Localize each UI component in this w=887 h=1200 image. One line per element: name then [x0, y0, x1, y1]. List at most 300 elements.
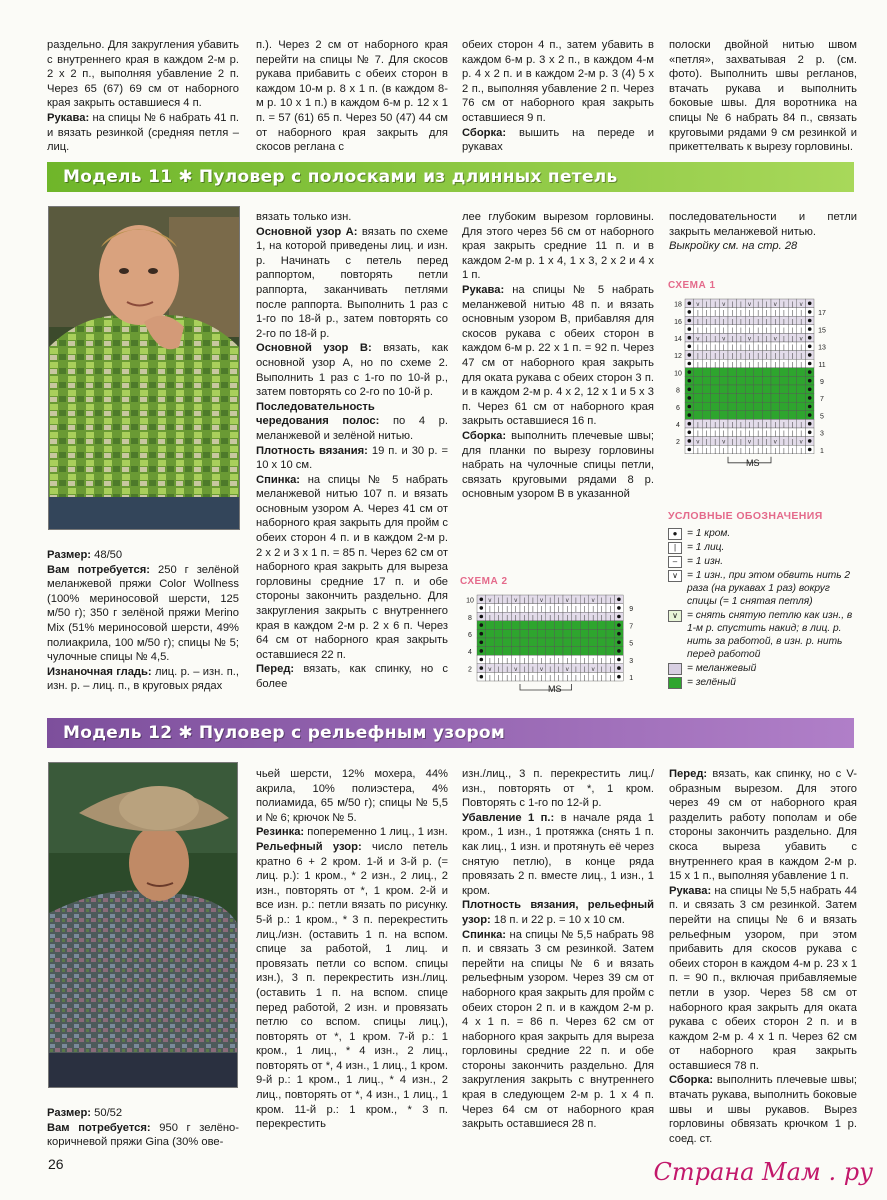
- svg-text:9: 9: [820, 379, 824, 386]
- svg-text:v: v: [591, 666, 595, 673]
- knit-stitch-icon: |: [668, 542, 682, 554]
- top-col-4: [669, 38, 857, 155]
- svg-text:|: |: [489, 675, 491, 682]
- svg-text:|: |: [549, 658, 551, 665]
- svg-text:|: |: [549, 598, 551, 605]
- svg-text:|: |: [757, 310, 759, 317]
- svg-text:v: v: [799, 439, 803, 446]
- svg-text:|: |: [774, 431, 777, 438]
- svg-text:|: |: [722, 448, 725, 455]
- materials-cont-text: чьей шерсти, 12% мохера, 44% акрила, 10% полиэстера, 4% полиамида, 65 м/50 г); спицы № 5,5 и № 6; крючок № 5.: [256, 768, 448, 824]
- materials-label: Вам потребуется:: [47, 1121, 151, 1134]
- svg-text:|: |: [566, 658, 569, 665]
- svg-text:|: |: [523, 598, 526, 605]
- svg-text:|: |: [497, 606, 500, 613]
- purl-stitch-icon: –: [668, 556, 682, 568]
- model-11-col-1: [47, 548, 239, 694]
- svg-text:|: |: [783, 431, 785, 438]
- svg-text:v: v: [565, 666, 569, 673]
- svg-text:|: |: [497, 615, 500, 622]
- assembly-text: выполнить плечевые швы; для планки по вырезу горловины набрать на чулочные спицы петли, связать круговыми рядами 8 р. основным узором В в указанной: [462, 429, 655, 501]
- svg-text:|: |: [506, 598, 508, 605]
- slip-stitch-icon: ∨: [668, 610, 682, 622]
- svg-text:|: |: [757, 353, 759, 360]
- svg-text:|: |: [765, 302, 768, 309]
- scheme-2: [460, 576, 650, 707]
- svg-text:|: |: [800, 345, 802, 352]
- sequence-label: Последовательность чередования полос:: [256, 400, 380, 428]
- size-label: Размер:: [47, 549, 92, 561]
- top-col-2-text: п.). Через 2 см от наборного края перейти на спицы № 7. Для скосов рукава прибавить с обеих сторон в каждом 10-м р. 8 х 1 п. (в каждом 8-м р. 10 х 1 п.) в каждом 6-м р. 12 х 1 п. = 57 (61) 65 п. Через 50 (47) 44 см от наборного края закрыть для скосов реглана с: [256, 39, 448, 154]
- svg-text:|: |: [757, 336, 759, 343]
- pattern-a-text: вязать по схеме 1, на которой приведены лиц. и изн. р. Начинать с петель перед раппортом, повторять петли раппорта, заканчивать петлями после раппорта. Выполнить 1 раз с 1-го по 18-й р., затем повторять со 2-го по 18-й р.: [256, 225, 449, 340]
- svg-text:|: |: [714, 362, 716, 369]
- sequence-text: по 4 р. меланжевой и зелёной нитью.: [256, 415, 448, 442]
- star-icon: ✱: [178, 723, 193, 743]
- svg-text:1: 1: [629, 675, 634, 682]
- edge-stitch-icon: ●: [668, 528, 682, 540]
- svg-text:|: |: [757, 345, 759, 352]
- svg-text:|: |: [774, 345, 777, 352]
- svg-text:|: |: [523, 675, 526, 682]
- svg-text:|: |: [791, 302, 794, 309]
- svg-text:|: |: [549, 675, 551, 682]
- svg-text:|: |: [514, 675, 517, 682]
- svg-text:|: |: [722, 345, 725, 352]
- legend: [668, 510, 858, 690]
- svg-text:v: v: [722, 336, 726, 343]
- front-text: вязать, как спинку, но с более: [256, 663, 448, 690]
- svg-text:|: |: [575, 615, 577, 622]
- svg-text:|: |: [489, 615, 491, 622]
- svg-text:|: |: [731, 422, 734, 429]
- model-11-title: Пуловер с полосками из длинных петель: [198, 167, 618, 187]
- legend-text: = 1 изн., при этом обвить нить 2 раза (на рукавах 1 раз) вокруг спицы (= 1 снятая петля): [687, 570, 851, 607]
- model-11-col-3: [462, 210, 654, 502]
- svg-text:|: |: [523, 658, 526, 665]
- svg-text:|: |: [783, 353, 785, 360]
- top-col-3: [462, 38, 654, 155]
- sleeves-text: на спицы № 6 набрать 41 п. и вязать резинкой (средняя петля – лиц.: [47, 111, 239, 154]
- svg-text:|: |: [714, 422, 716, 429]
- assembly-label: Сборка:: [462, 126, 507, 139]
- svg-text:|: |: [705, 327, 708, 334]
- sleeves-text: на спицы № 5,5 набрать 44 п. и связать 3 см резинкой. Затем перейти на спицы № 6 и вязать рельефным узором, при этом прибавить для скосов рукава с обеих сторон в каждом 4-м р. 23 х 1 п. = 90 п., включая прибавляемые петли в узор. Через 58 см от наборного края закрыть для оката рукава с обеих сторон 2 п. и в каждом 2-м р. 4 х 1 п. Через 62 см от наборного края закрыть оставшиеся 78 п.: [669, 884, 858, 1072]
- svg-text:2: 2: [676, 439, 680, 447]
- materials-text: 950 г зелёно-коричневой пряжи Gina (30% ове-: [47, 1121, 239, 1149]
- svg-text:|: |: [600, 606, 603, 613]
- svg-text:|: |: [557, 658, 560, 665]
- sleeves-label: Рукава:: [47, 111, 90, 124]
- svg-text:|: |: [514, 606, 517, 613]
- svg-text:|: |: [757, 302, 759, 309]
- size-label: Размер:: [47, 1107, 92, 1119]
- svg-text:|: |: [523, 615, 526, 622]
- svg-text:|: |: [740, 431, 742, 438]
- svg-text:|: |: [557, 606, 560, 613]
- svg-text:v: v: [540, 666, 543, 673]
- svg-text:|: |: [740, 345, 742, 352]
- svg-text:v: v: [514, 666, 518, 673]
- svg-text:10: 10: [466, 597, 474, 605]
- legend-row: [668, 662, 858, 675]
- svg-text:|: |: [722, 422, 725, 429]
- svg-text:|: |: [748, 345, 751, 352]
- svg-text:|: |: [566, 615, 569, 622]
- density-text: 18 п. и 22 р. = 10 х 10 см.: [493, 913, 625, 926]
- svg-text:|: |: [592, 615, 594, 622]
- legend-text: = снять снятую петлю как изн., в 1-м р. спустить накид; в лиц. р. нить за работой, в изн. р. нить перед работой: [687, 610, 853, 660]
- model-12-number: Модель 12: [63, 723, 173, 743]
- svg-text:|: |: [783, 439, 785, 446]
- svg-text:13: 13: [818, 344, 826, 352]
- svg-text:v: v: [773, 439, 777, 446]
- svg-text:|: |: [592, 675, 594, 682]
- svg-text:|: |: [575, 666, 577, 673]
- svg-text:|: |: [506, 606, 508, 613]
- svg-text:9: 9: [629, 606, 634, 614]
- svg-text:|: |: [731, 345, 734, 352]
- model-11-col-2: [256, 210, 448, 692]
- model-12-col-4: [669, 767, 857, 1146]
- scheme-2-ms-label: MS: [548, 684, 562, 694]
- svg-text:|: |: [774, 327, 777, 334]
- legend-text: = 1 лиц.: [687, 542, 725, 553]
- svg-text:|: |: [497, 675, 500, 682]
- assembly-label: Сборка:: [462, 429, 507, 442]
- svg-text:|: |: [714, 448, 716, 455]
- pattern-b-text: вязать, как основной узор А, но по схеме 2. Выполнить 1 раз с 1-го по 10-й р., затем повторять со 2-го по 10-й р.: [256, 342, 448, 399]
- sleeves-label: Рукава:: [462, 283, 505, 296]
- materials-text: 250 г зелёной меланжевой пряжи Color Wollness (100% мериносовой шерсти, 125 м/50 г); 350 г зелёной пряжи Merino Mix (51% мериносовой шерсти, 49% полиакрила, 100 м/50 г); спицы № 5; чулочные спицы № 4,5.: [47, 563, 239, 664]
- svg-text:1: 1: [820, 447, 824, 455]
- legend-text: = 1 кром.: [687, 528, 731, 539]
- scheme-1-grid: [668, 291, 838, 486]
- svg-text:|: |: [765, 345, 768, 352]
- svg-text:|: |: [783, 327, 785, 334]
- svg-text:|: |: [600, 615, 603, 622]
- pattern-reference: Выкройку см. на стр. 28: [669, 240, 798, 253]
- svg-text:|: |: [731, 302, 734, 309]
- sequence-end-text: последовательности и петли закрыть меланжевой нитью.: [669, 211, 857, 238]
- svg-text:|: |: [731, 336, 734, 343]
- model-12-photo: [48, 762, 238, 1088]
- svg-text:|: |: [748, 319, 751, 326]
- svg-text:|: |: [740, 327, 742, 334]
- svg-text:|: |: [600, 658, 603, 665]
- svg-text:v: v: [514, 598, 518, 605]
- pattern-a-label: Основной узор А:: [256, 225, 358, 238]
- top-col-1: [47, 38, 239, 155]
- wrap-stitch-icon: ∨: [668, 570, 682, 582]
- svg-text:|: |: [800, 310, 802, 317]
- svg-text:|: |: [609, 666, 612, 673]
- svg-text:|: |: [800, 448, 802, 455]
- svg-text:|: |: [532, 615, 534, 622]
- svg-text:|: |: [609, 615, 612, 622]
- svg-text:v: v: [540, 598, 543, 605]
- svg-text:|: |: [714, 345, 716, 352]
- svg-text:|: |: [765, 422, 768, 429]
- svg-text:10: 10: [674, 370, 682, 378]
- svg-text:|: |: [748, 422, 751, 429]
- svg-text:|: |: [497, 658, 500, 665]
- svg-text:|: |: [697, 319, 699, 326]
- legend-row: [668, 609, 858, 661]
- svg-text:|: |: [722, 319, 725, 326]
- svg-text:v: v: [799, 302, 803, 309]
- legend-row: [668, 541, 858, 554]
- svg-text:3: 3: [820, 430, 824, 438]
- svg-text:v: v: [696, 302, 700, 309]
- legend-row: [668, 527, 858, 540]
- svg-text:|: |: [748, 310, 751, 317]
- svg-text:|: |: [774, 319, 777, 326]
- svg-text:|: |: [697, 422, 699, 429]
- svg-text:|: |: [757, 327, 759, 334]
- svg-text:8: 8: [676, 387, 680, 395]
- svg-text:|: |: [532, 666, 534, 673]
- svg-text:|: |: [757, 319, 759, 326]
- svg-text:7: 7: [820, 396, 824, 404]
- svg-text:|: |: [489, 658, 491, 665]
- svg-text:v: v: [565, 598, 569, 605]
- svg-text:|: |: [791, 439, 794, 446]
- scheme-1-title: СХЕМА 1: [668, 280, 716, 291]
- decrease-text: в начале ряда 1 кром., 1 изн., 1 протяжка (снять 1 п. как лиц., 1 изн. и протянуть её через снятую петлю), в конце ряда провязать 2 п. вместе лиц., 1 изн., 1 кром.: [462, 811, 654, 897]
- legend-text: = меланжевый: [687, 663, 757, 674]
- svg-text:6: 6: [676, 404, 680, 412]
- svg-text:|: |: [705, 353, 708, 360]
- svg-text:|: |: [774, 362, 777, 369]
- svg-text:|: |: [757, 439, 759, 446]
- svg-text:|: |: [549, 615, 551, 622]
- density-text: 19 п. и 30 р. = 10 х 10 см.: [256, 444, 448, 472]
- relief-text: число петель кратно 6 + 2 кром. 1-й и 3-й р. (= лиц. р.): 1 кром., * 2 изн., 2 лиц., 2 изн., повторять от *, 1 кром. 2-й и все изн. р.: петли вязать по рисунку. 5-й р.: 1 кром., * 3 п. перекрестить лиц./изн. (оставить 1 п. на вспом. спице за работой, 1 лиц. и провязать петли со вспом. спицы изн.), 3 п. перекрестить изн./лиц. (оставить 1 п. на вспом. спице перед работой, 2 изн. и провязать петлю со вспом. спицы лиц.), повторять от *, 1 кром. 7-й р.: 1 кром., 1 лиц., * 4 изн., 2 лиц., повторять от *, 4 изн., 1 лиц., 1 кром. 9-й р.: 1 кром., 1 лиц., * 4 изн., 2 лиц., повторять от *, 4 изн., 1 лиц., 1 кром. 11-й р.: 1 кром., * 3 п. перекрестить: [256, 840, 448, 1131]
- svg-text:|: |: [497, 598, 500, 605]
- page-number: 26: [48, 1156, 64, 1172]
- svg-text:|: |: [506, 658, 508, 665]
- svg-text:|: |: [783, 345, 785, 352]
- svg-text:|: |: [731, 448, 734, 455]
- scheme-1-ms-label: MS: [746, 458, 760, 468]
- svg-text:|: |: [740, 310, 742, 317]
- svg-text:v: v: [799, 336, 803, 343]
- svg-text:17: 17: [818, 310, 826, 318]
- model-12-col-2: [256, 767, 448, 1132]
- svg-text:|: |: [722, 353, 725, 360]
- svg-text:|: |: [540, 675, 543, 682]
- svg-text:|: |: [791, 336, 794, 343]
- svg-text:|: |: [705, 310, 708, 317]
- svg-text:|: |: [714, 319, 716, 326]
- svg-text:v: v: [488, 666, 492, 673]
- svg-text:|: |: [583, 615, 586, 622]
- svg-text:|: |: [600, 598, 603, 605]
- svg-text:|: |: [800, 319, 802, 326]
- svg-text:|: |: [791, 422, 794, 429]
- size-value: 48/50: [94, 549, 123, 561]
- legend-row: [668, 569, 858, 608]
- svg-text:|: |: [783, 310, 785, 317]
- svg-text:|: |: [705, 422, 708, 429]
- svg-text:|: |: [791, 448, 794, 455]
- legend-text: = 1 изн.: [687, 556, 724, 567]
- svg-text:|: |: [506, 615, 508, 622]
- pattern-b-label: Основной узор В:: [256, 342, 372, 355]
- relief-label: Рельефный узор:: [256, 840, 362, 853]
- svg-text:6: 6: [468, 632, 472, 639]
- scheme-2-title: СХЕМА 2: [460, 576, 508, 587]
- svg-text:|: |: [791, 353, 794, 360]
- svg-text:2: 2: [468, 666, 472, 674]
- svg-text:|: |: [757, 448, 759, 455]
- svg-text:v: v: [722, 439, 726, 446]
- svg-text:|: |: [731, 310, 734, 317]
- stitch-text: лиц. р. – изн. п., изн. р. – лиц. п., в круговых рядах: [47, 665, 240, 693]
- svg-text:|: |: [532, 598, 534, 605]
- svg-text:|: |: [566, 675, 569, 682]
- model-12-title: Пуловер с рельефным узором: [198, 723, 506, 743]
- svg-text:15: 15: [818, 327, 826, 335]
- svg-text:|: |: [757, 422, 759, 429]
- svg-text:v: v: [722, 302, 726, 309]
- svg-text:|: |: [532, 658, 534, 665]
- model-11-col-4: [669, 210, 857, 254]
- svg-text:7: 7: [629, 623, 634, 631]
- svg-text:|: |: [714, 353, 716, 360]
- svg-text:|: |: [540, 658, 543, 665]
- legend-row: [668, 676, 858, 689]
- scheme-1: [668, 280, 838, 491]
- svg-text:|: |: [731, 362, 734, 369]
- front-label: Перед:: [669, 768, 708, 780]
- legend-text: = зелёный: [687, 677, 736, 688]
- svg-text:|: |: [697, 310, 699, 317]
- svg-text:|: |: [731, 431, 734, 438]
- svg-text:|: |: [783, 422, 785, 429]
- svg-text:|: |: [722, 431, 725, 438]
- svg-text:|: |: [714, 302, 716, 309]
- svg-text:v: v: [696, 439, 700, 446]
- svg-text:|: |: [748, 431, 751, 438]
- sleeves-label: Рукава:: [669, 884, 712, 897]
- svg-text:|: |: [557, 666, 560, 673]
- legend-title: УСЛОВНЫЕ ОБОЗНАЧЕНИЯ: [668, 510, 823, 522]
- svg-text:|: |: [740, 422, 742, 429]
- svg-text:|: |: [791, 431, 794, 438]
- svg-text:|: |: [748, 327, 751, 334]
- svg-text:|: |: [783, 448, 785, 455]
- svg-text:v: v: [748, 336, 751, 343]
- materials-label: Вам потребуется:: [47, 563, 150, 576]
- model-11-photo: [48, 206, 240, 530]
- svg-text:|: |: [740, 439, 742, 446]
- svg-text:3: 3: [629, 657, 634, 665]
- svg-text:|: |: [791, 310, 794, 317]
- svg-text:|: |: [575, 606, 577, 613]
- svg-text:|: |: [697, 327, 699, 334]
- svg-text:|: |: [506, 666, 508, 673]
- svg-text:|: |: [791, 362, 794, 369]
- svg-text:|: |: [705, 319, 708, 326]
- svg-text:|: |: [731, 327, 734, 334]
- svg-text:4: 4: [676, 422, 680, 429]
- svg-text:|: |: [575, 658, 577, 665]
- svg-text:|: |: [748, 353, 751, 360]
- svg-text:|: |: [583, 666, 586, 673]
- svg-text:|: |: [600, 675, 603, 682]
- svg-text:|: |: [532, 675, 534, 682]
- svg-text:v: v: [488, 598, 492, 605]
- svg-text:|: |: [791, 319, 794, 326]
- svg-text:12: 12: [674, 353, 682, 361]
- svg-text:|: |: [557, 675, 560, 682]
- svg-text:|: |: [697, 362, 699, 369]
- neckline-text: лее глубоким вырезом горловины. Для этого через 56 см от наборного края закрыть средние 11 п. и в каждом 2-м р. 1 х 4, 1 х 3, 2 х 2 и 4 х 1 п.: [462, 211, 654, 282]
- size-value: 50/52: [94, 1107, 123, 1119]
- svg-text:|: |: [705, 336, 708, 343]
- back-text: на спицы № 5 набрать меланжевой нитью 107 п. и вязать основным узором А. Через 41 см от наборного края закрыть для пройм с обеих сторон 4 п. и в каждом 2-м р. 2 х 2 и 3 х 1 п. = 85 п. Через 62 см от наборного края закрыть для выреза горловины средние 17 п. и обе стороны закончить раздельно. Для закругления закрыть с внутреннего края в каждом 2-м р. 2 х 6 п. Через 64 см от наборного края закрыть оставшиеся 22 п.: [256, 473, 449, 661]
- svg-text:|: |: [549, 666, 551, 673]
- svg-text:|: |: [714, 327, 716, 334]
- svg-text:|: |: [714, 439, 716, 446]
- svg-text:|: |: [609, 675, 612, 682]
- svg-text:|: |: [583, 606, 586, 613]
- svg-text:|: |: [740, 302, 742, 309]
- svg-text:|: |: [514, 615, 517, 622]
- svg-text:5: 5: [820, 413, 824, 421]
- svg-text:v: v: [748, 302, 751, 309]
- svg-text:|: |: [800, 327, 802, 334]
- svg-text:|: |: [791, 345, 794, 352]
- svg-text:11: 11: [818, 361, 826, 369]
- top-col-3-text: обеих сторон 4 п., затем убавить в каждом 6-м р. 3 х 2 п., в каждом 4-м р. 4 х 2 п. и в каждом 2-м р. 3 (4) 5 х 2 п., выполняя убавление 2 п. Через 76 см от наборного края закрыть оставшиеся 9 п.: [462, 39, 654, 124]
- svg-text:|: |: [489, 606, 491, 613]
- sleeves-text: на спицы № 5 набрать меланжевой нитью 48 п. и вязать основным узором В, прибавляя для скосов рукава с обеих сторон в каждом 6-м р. 22 х 1 п. = 92 п. Через 47 см от наборного края закрыть для оката рукава с обеих сторон 3 п. и в каждом 2-м р. 4 х 2, 12 х 1 и 5 х 3 п. Через 61 см от наборного края закрыть оставшиеся 16 п.: [462, 283, 654, 428]
- svg-text:|: |: [731, 439, 734, 446]
- svg-text:|: |: [697, 345, 699, 352]
- svg-text:|: |: [540, 606, 543, 613]
- svg-text:|: |: [714, 431, 716, 438]
- svg-text:|: |: [600, 666, 603, 673]
- front-text: вязать, как спинку, но с V-образным вырезом. Для этого через 49 см от наборного края разделить работу пополам и обе стороны закончить раздельно. Для скоса выреза убавить с внутреннего края в каждом 2-м р. 15 х 1 п., выполняя убавление 1 п.: [669, 768, 857, 883]
- svg-text:|: |: [783, 362, 785, 369]
- svg-text:|: |: [592, 658, 594, 665]
- svg-text:|: |: [575, 675, 577, 682]
- svg-text:|: |: [765, 327, 768, 334]
- svg-text:|: |: [757, 362, 759, 369]
- legend-row: [668, 555, 858, 568]
- svg-text:|: |: [800, 422, 802, 429]
- svg-text:|: |: [722, 310, 725, 317]
- svg-text:|: |: [697, 353, 699, 360]
- intro-text: вязать только изн.: [256, 211, 352, 223]
- svg-text:v: v: [773, 336, 777, 343]
- assembly-text: вышить на переде и рукавах: [462, 126, 654, 154]
- svg-text:|: |: [783, 302, 785, 309]
- svg-text:|: |: [740, 353, 742, 360]
- svg-text:|: |: [705, 345, 708, 352]
- model-12-banner: [47, 718, 854, 748]
- svg-text:|: |: [765, 439, 768, 446]
- svg-text:14: 14: [674, 336, 682, 343]
- svg-text:|: |: [731, 319, 734, 326]
- svg-text:|: |: [540, 615, 543, 622]
- svg-text:|: |: [549, 606, 551, 613]
- svg-text:|: |: [783, 336, 785, 343]
- svg-text:|: |: [714, 336, 716, 343]
